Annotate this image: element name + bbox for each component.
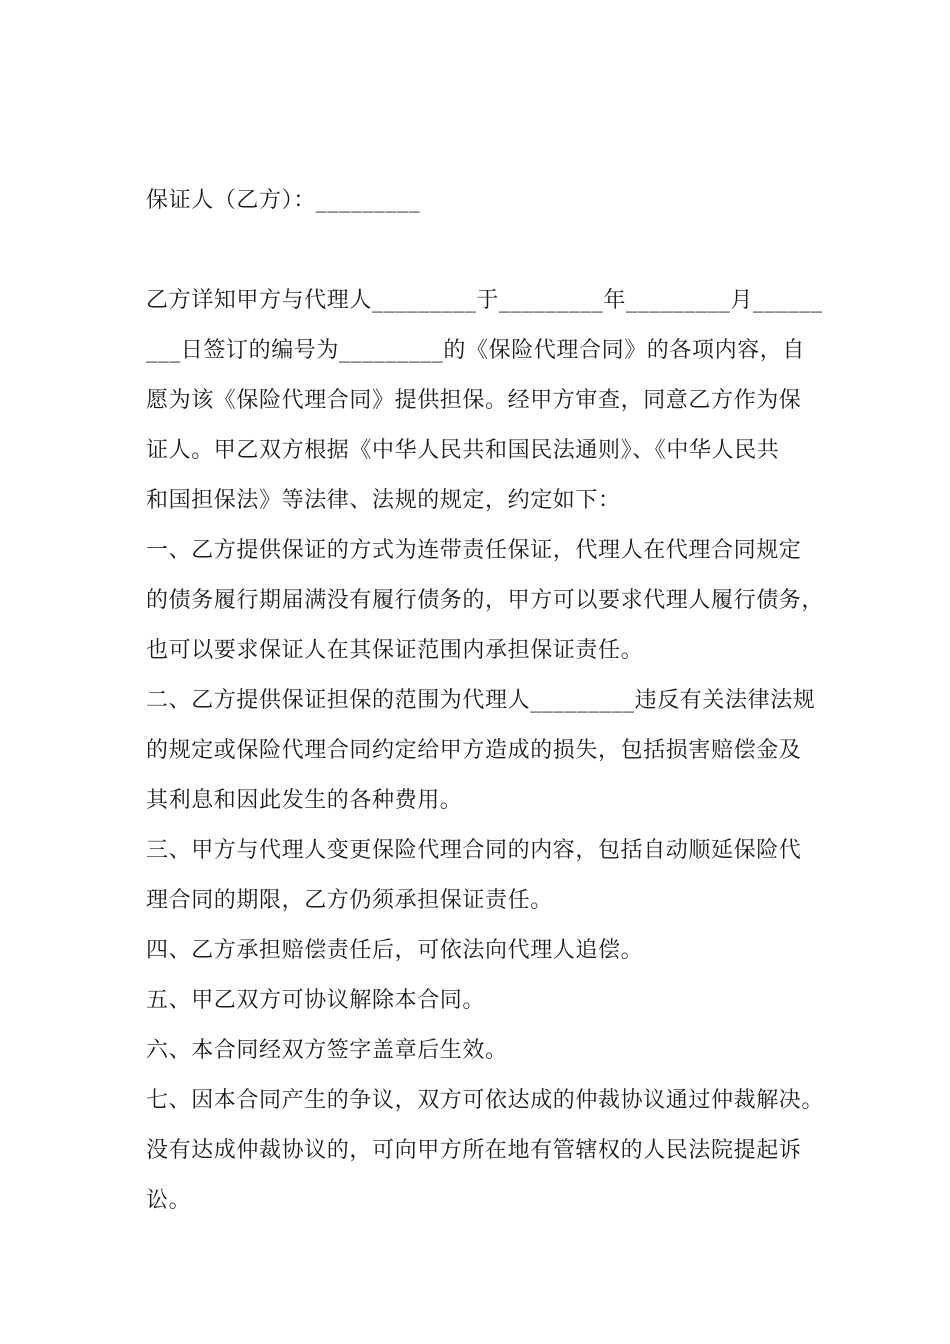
body-line: 和国担保法》等法律、法规的规定，约定如下： bbox=[146, 488, 621, 513]
clause-three-line: 三、甲方与代理人变更保险代理合同的内容，包括自动顺延保险代 bbox=[146, 838, 802, 863]
clause-two-line: 二、乙方提供保证担保的范围为代理人_________违反有关法律法规 bbox=[146, 688, 816, 713]
clause-two-line: 其利息和因此发生的各种费用。 bbox=[146, 788, 463, 813]
clause-three-line: 理合同的期限，乙方仍须承担保证责任。 bbox=[146, 888, 553, 913]
clause-seven-line: 没有达成仲裁协议的，可向甲方所在地有管辖权的人民法院提起诉 bbox=[146, 1138, 802, 1163]
body-line: 乙方详知甲方与代理人_________于_________年_________月______ bbox=[146, 288, 823, 313]
clause-two-line: 的规定或保险代理合同约定给甲方造成的损失，包括损害赔偿金及 bbox=[146, 738, 802, 763]
body-line: ___日签订的编号为_________的《保险代理合同》的各项内容，自 bbox=[146, 338, 806, 363]
clause-seven-line: 七、因本合同产生的争议，双方可依达成的仲裁协议通过仲裁解决。 bbox=[146, 1088, 825, 1113]
clause-one-line: 一、乙方提供保证的方式为连带责任保证，代理人在代理合同规定 bbox=[146, 538, 802, 563]
clause-one-line: 也可以要求保证人在其保证范围内承担保证责任。 bbox=[146, 638, 644, 663]
clause-one-line: 的债务履行期届满没有履行债务的，甲方可以要求代理人履行债务， bbox=[146, 588, 825, 613]
clause-five-line: 五、甲乙双方可协议解除本合同。 bbox=[146, 988, 486, 1013]
body-line: 证人。甲乙双方根据《中华人民共和国民法通则》、《中华人民共 bbox=[146, 438, 780, 463]
guarantor-line: 保证人（乙方）：_________ bbox=[146, 188, 421, 213]
body-line: 愿为该《保险代理合同》提供担保。经甲方审查，同意乙方作为保 bbox=[146, 388, 802, 413]
clause-seven-line: 讼。 bbox=[146, 1188, 192, 1213]
clause-four-line: 四、乙方承担赔偿责任后，可依法向代理人追偿。 bbox=[146, 938, 644, 963]
clause-six-line: 六、本合同经双方签字盖章后生效。 bbox=[146, 1038, 508, 1063]
